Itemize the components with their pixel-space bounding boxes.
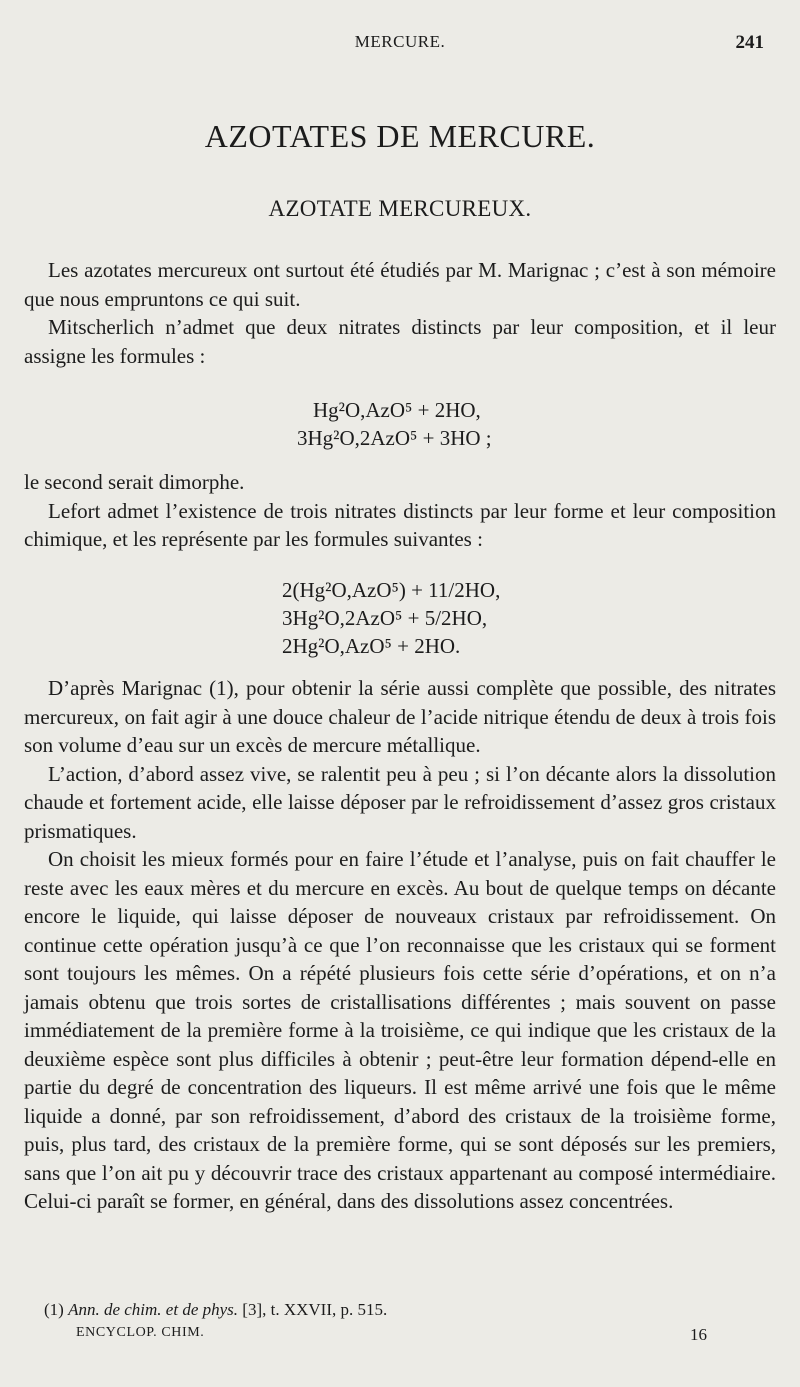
paragraph: L’action, d’abord assez vive, se ralentit peu à peu ; si l’on décante alors la dissolution chaude et fortement acide, elle laisse déposer par le refroidissement d’assez gros cristaux prismatiques. (24, 761, 776, 843)
formula-list-mitscherlich (0, 396, 800, 452)
running-header (0, 32, 800, 56)
main-title: AZOTATES DE MERCURE. (204, 118, 596, 154)
footnote-source: Ann. de chim. et de phys. (68, 1300, 239, 1319)
paragraph: Lefort admet l’existence de trois nitrates distincts par leur forme et leur composition chimique, et les représente par les formules suivantes : (24, 498, 776, 551)
signature-number: 16 (690, 1325, 707, 1344)
footnote (44, 1300, 387, 1320)
formula: 2(Hg²O,AzO⁵) + 11/2HO, (282, 578, 501, 602)
paragraph: D’après Marignac (1), pour obtenir la série aussi complète que possible, des nitrates mercureux, on fait agir à une douce chaleur de l’acide nitrique étendu de deux à trois fois son volume d’eau sur un excès de mercure métallique. (24, 676, 776, 757)
footnote-marker: (1) (44, 1300, 64, 1319)
section-title: AZOTATE MERCUREUX. (268, 196, 532, 221)
formula: 3Hg²O,2AzO⁵ + 3HO ; (297, 426, 492, 450)
formula: 2Hg²O,AzO⁵ + 2HO. (282, 634, 461, 658)
running-title: MERCURE. (354, 32, 446, 51)
paragraph: Mitscherlich n’admet que deux nitrates distincts par leur composition, et il leur assigne les formules : (24, 315, 776, 368)
paragraph: Les azotates mercureux ont surtout été étudiés par M. Marignac ; c’est à son mémoire que nous empruntons ce qui suit. (24, 258, 776, 311)
paragraph: On choisit les mieux formés pour en faire l’étude et l’analyse, puis on fait chauffer le reste avec les eaux mères et du mercure en excès. Au bout de quelque temps on décante encore le liquide, qui laisse déposer de nouveaux cristaux par refroidissement. On continue cette opération jusqu’à ce que l’on reconnaisse que les cristaux qui se forment sont toujours les mêmes. On a répété plusieurs fois cette série d’opérations, et on n’a jamais obtenu que trois sortes de cristallisations différentes ; mais souvent on passe immédiatement de la première forme à la troisième, ce qui indique que les cristaux de la deuxième espèce sont plus difficiles à obtenir ; peut-être leur formation dépend-elle en partie du degré de concentration des liqueurs. Il est même arrivé une fois que le même liquide a donné, par son refroidissement, d’abord des cristaux de la troisième forme, puis, plus tard, des cristaux de la première forme, qui se sont déposés sur les premiers, sans que l’on ait pu y découvrir trace des cristaux appartenant au composé intermédiaire. Celui-ci paraît se former, en général, dans des dissolutions assez concentrées. (24, 847, 776, 1213)
page-number: 241 (735, 32, 764, 53)
body-text (24, 674, 776, 1216)
intro-text (24, 256, 776, 370)
printer-signature (0, 1325, 800, 1345)
formula-list-lefort (0, 576, 800, 660)
signature-left: ENCYCLOP. CHIM. (76, 1325, 205, 1340)
lefort-text (24, 468, 776, 554)
formula: Hg²O,AzO⁵ + 2HO, (313, 398, 481, 422)
paragraph: le second serait dimorphe. (24, 470, 245, 494)
formula: 3Hg²O,2AzO⁵ + 5/2HO, (282, 606, 488, 630)
footnote-reference: [3], t. XXVII, p. 515. (242, 1300, 388, 1319)
